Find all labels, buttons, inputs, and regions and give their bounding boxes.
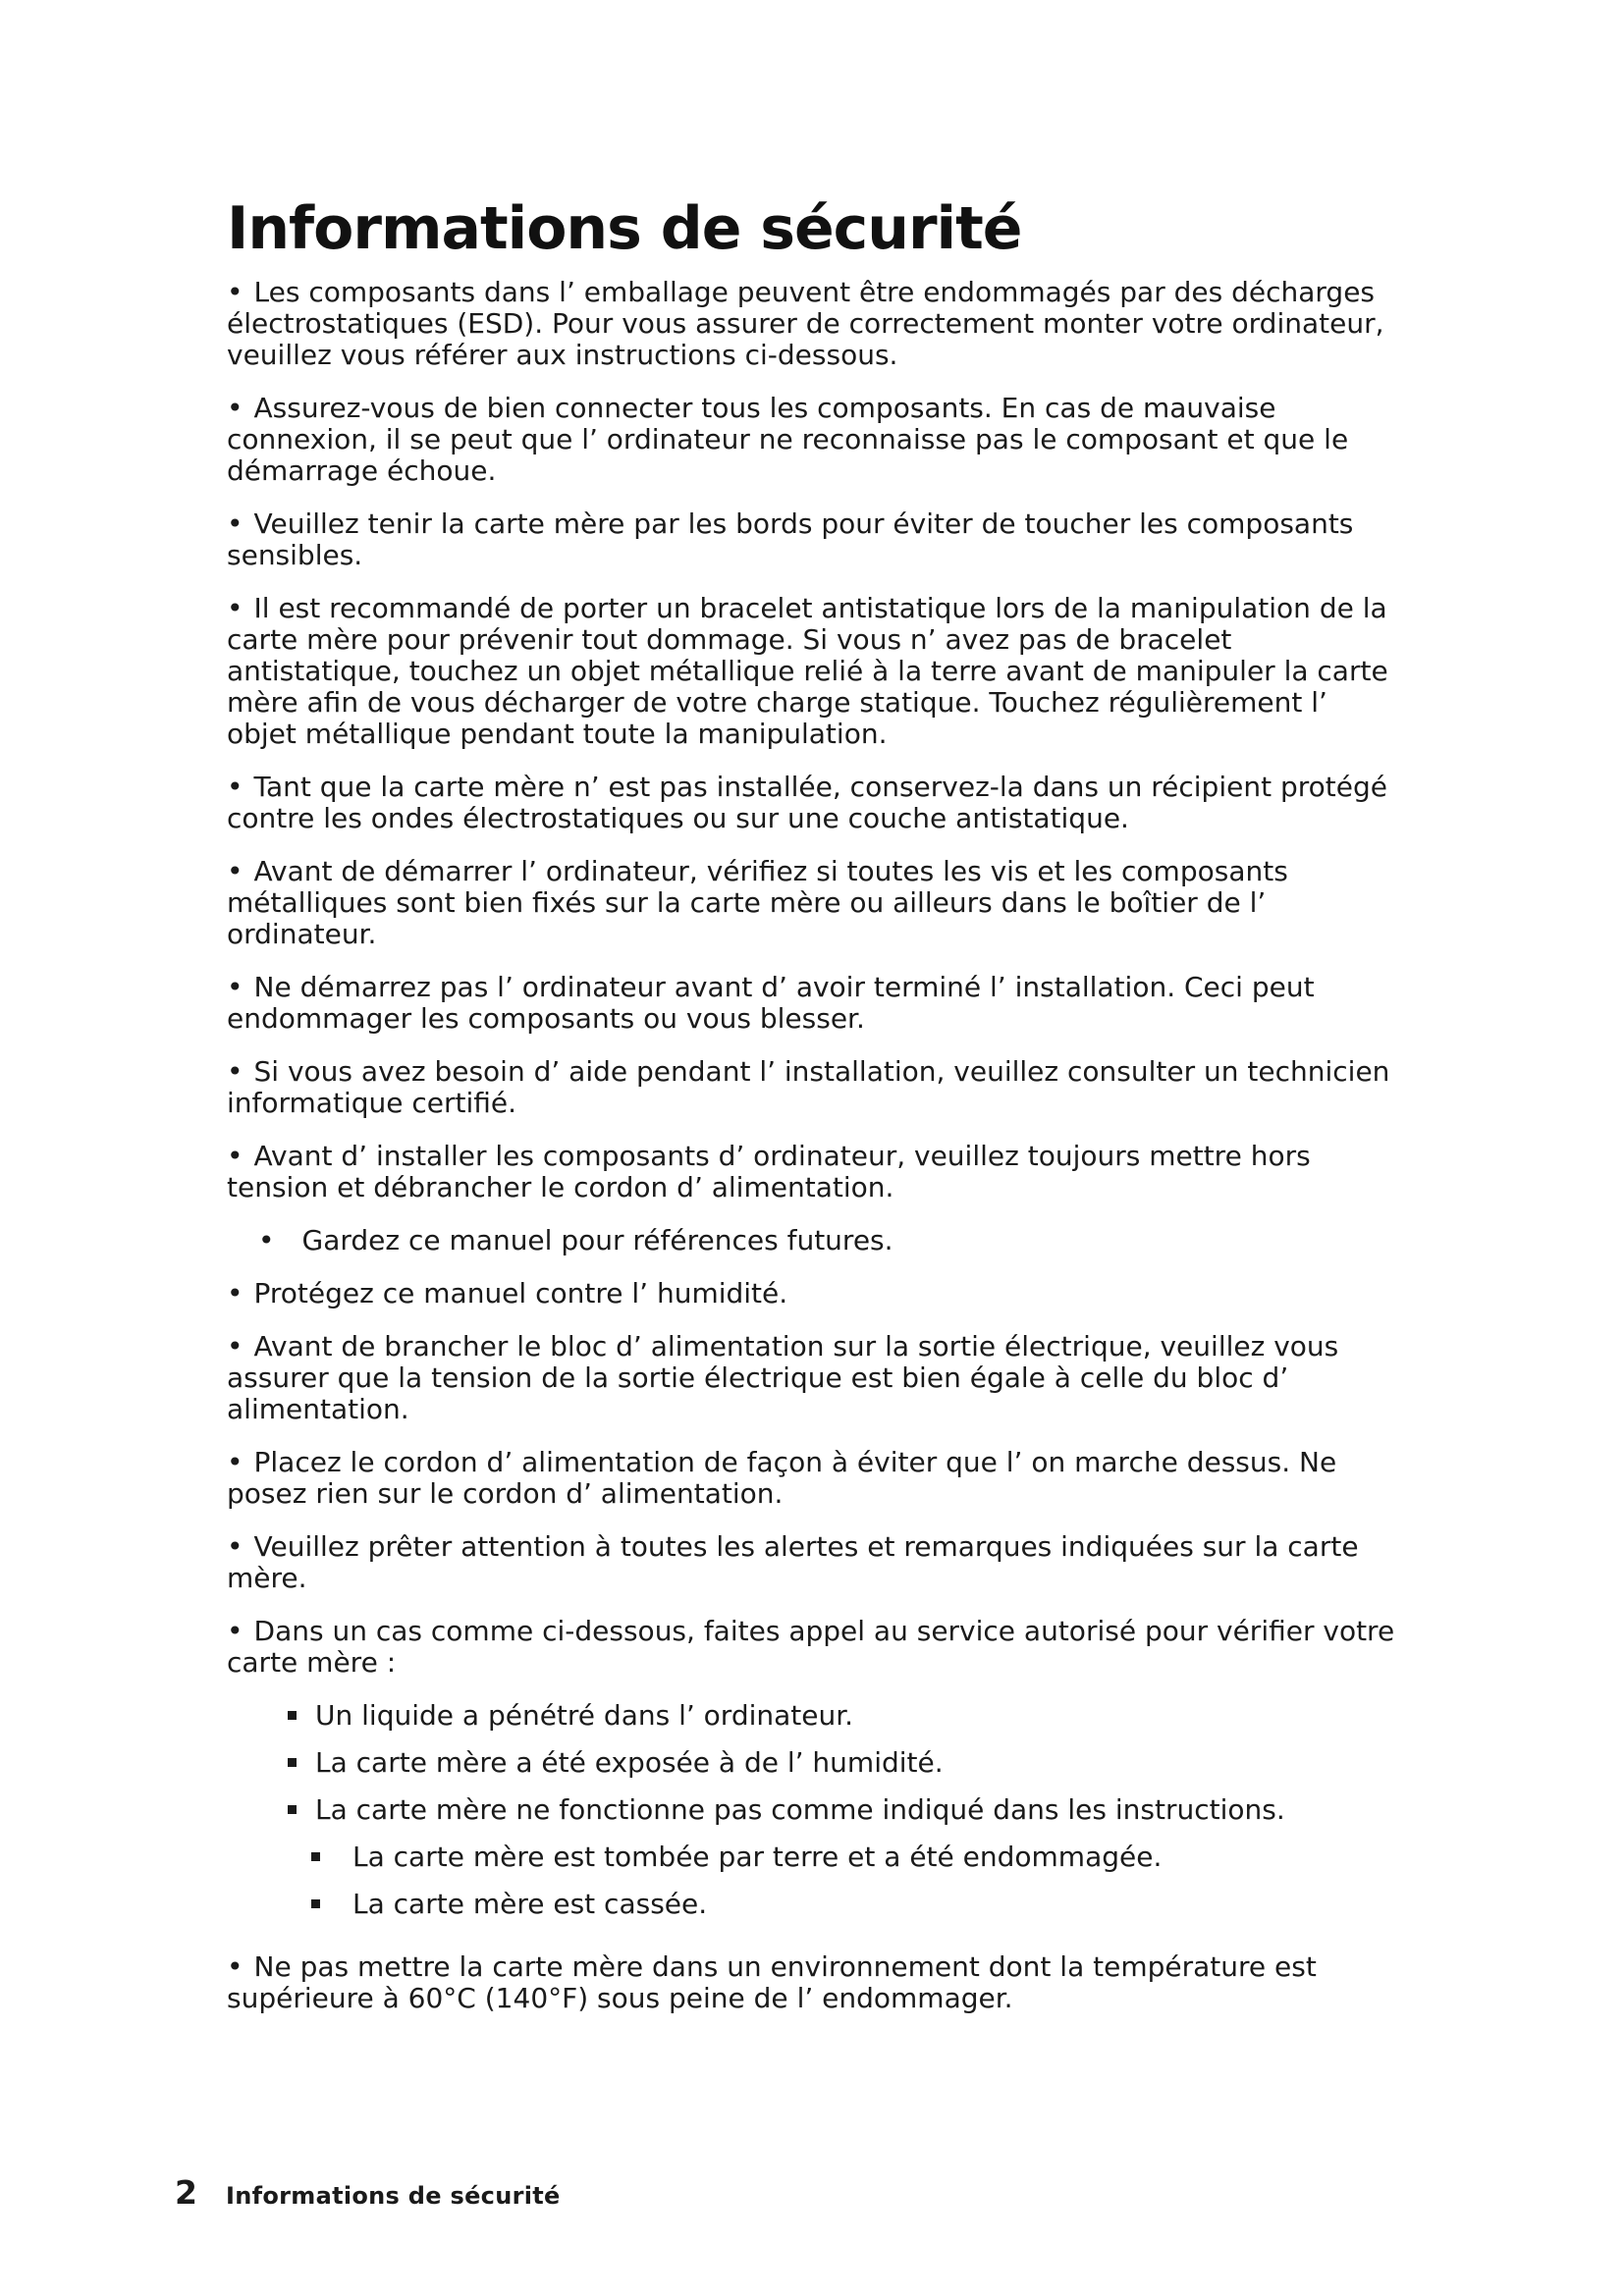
- bullet-icon: •: [227, 971, 244, 1003]
- page-title: Informations de sécurité: [227, 194, 1022, 263]
- paragraph-text: Ne démarrez pas l’ ordinateur avant d’ avoir terminé l’ installation. Ceci peut endommager les composants ou vous blesser.: [227, 971, 1315, 1035]
- paragraph-text: Veuillez prêter attention à toutes les alertes et remarques indiquées sur la carte mère.: [227, 1530, 1359, 1594]
- square-bullet-icon: [288, 1805, 297, 1814]
- list-item: [227, 1747, 1405, 1779]
- safety-paragraph-voltage: [227, 1331, 1405, 1425]
- paragraph-text: Ne pas mettre la carte mère dans un environnement dont la température est supérieure à 60°C (140°F) sous peine de l’ endommager.: [227, 1950, 1317, 2014]
- square-bullet-icon: [311, 1852, 320, 1861]
- bullet-icon: •: [227, 771, 244, 803]
- page-footer: [175, 2173, 561, 2212]
- bullet-icon: •: [227, 1140, 244, 1172]
- bullet-icon: •: [227, 855, 244, 887]
- paragraph-text: Protégez ce manuel contre l’ humidité.: [253, 1277, 788, 1309]
- paragraph-text: Dans un cas comme ci-dessous, faites appel au service autorisé pour vérifier votre carte mère :: [227, 1615, 1395, 1679]
- paragraph-text: Avant d’ installer les composants d’ ordinateur, veuillez toujours mettre hors tension et débrancher le cordon d’ alimentation.: [227, 1140, 1311, 1203]
- bullet-icon: •: [227, 1446, 244, 1478]
- paragraph-text: Tant que la carte mère n’ est pas installée, conservez-la dans un récipient protégé contre les ondes électrostatiques ou sur une couche antistatique.: [227, 771, 1387, 834]
- paragraph-text: Il est recommandé de porter un bracelet antistatique lors de la manipulation de la carte mère pour prévenir tout dommage. Si vous n’ avez pas de bracelet antistatique, touchez un objet métallique relié à la terre avant de manipuler la carte mère afin de vous décharger de votre charge statique. Touchez régulièrement l’ objet métallique pendant toute la manipulation.: [227, 592, 1388, 750]
- bullet-icon: •: [227, 1950, 244, 1983]
- footer-section-label: Informations de sécurité: [226, 2182, 561, 2210]
- bullet-icon: •: [227, 1330, 244, 1362]
- safety-paragraph-storage: [227, 772, 1405, 834]
- safety-paragraph-bracelet: [227, 593, 1405, 750]
- bullet-icon: •: [227, 1055, 244, 1088]
- bullet-icon: •: [258, 1224, 275, 1256]
- safety-paragraph-technician: [227, 1056, 1405, 1119]
- paragraph-text: Placez le cordon d’ alimentation de façon à éviter que l’ on marche dessus. Ne posez rien sur le cordon d’ alimentation.: [227, 1446, 1337, 1510]
- paragraph-text: Gardez ce manuel pour références futures.: [301, 1224, 893, 1256]
- bullet-icon: •: [227, 592, 244, 624]
- list-item: [227, 1889, 1405, 1920]
- paragraph-text: Avant de brancher le bloc d’ alimentation sur la sortie électrique, veuillez vous assurer que la tension de la sortie électrique est bien égale à celle du bloc d’ alimentation.: [227, 1330, 1339, 1425]
- page-number: 2: [175, 2173, 197, 2212]
- safety-paragraph-esd: [227, 277, 1405, 371]
- safety-paragraph-screws: [227, 856, 1405, 950]
- safety-paragraph-service: [227, 1616, 1405, 1679]
- safety-paragraph-edges: [227, 508, 1405, 571]
- list-item: [227, 1842, 1405, 1873]
- paragraph-text: Assurez-vous de bien connecter tous les composants. En cas de mauvaise connexion, il se peut que l’ ordinateur ne reconnaisse pas le composant et que le démarrage échoue.: [227, 392, 1349, 487]
- safety-paragraph-connect: [227, 393, 1405, 487]
- safety-content: [227, 277, 1405, 2036]
- list-item: [227, 1794, 1405, 1826]
- bullet-icon: •: [227, 1530, 244, 1563]
- paragraph-text: Avant de démarrer l’ ordinateur, vérifiez si toutes les vis et les composants métalliques sont bien fixés sur la carte mère ou ailleurs dans le boîtier de l’ ordinateur.: [227, 855, 1288, 950]
- safety-paragraph-startup: [227, 972, 1405, 1035]
- bullet-icon: •: [227, 392, 244, 424]
- paragraph-text: Veuillez tenir la carte mère par les bords pour éviter de toucher les composants sensibles.: [227, 507, 1354, 571]
- safety-paragraph-alerts: [227, 1531, 1405, 1594]
- bullet-icon: •: [227, 1277, 244, 1309]
- safety-paragraph-keep-manual: [227, 1225, 1405, 1256]
- square-bullet-icon: [288, 1758, 297, 1767]
- paragraph-text: Si vous avez besoin d’ aide pendant l’ installation, veuillez consulter un technicien informatique certifié.: [227, 1055, 1390, 1119]
- square-bullet-icon: [288, 1711, 297, 1720]
- safety-paragraph-temperature: [227, 1951, 1405, 2014]
- list-item-text: La carte mère est cassée.: [352, 1888, 708, 1920]
- safety-paragraph-power-off: [227, 1141, 1405, 1203]
- safety-paragraph-cord: [227, 1447, 1405, 1510]
- list-item-text: La carte mère est tombée par terre et a été endommagée.: [352, 1841, 1163, 1873]
- list-item: [227, 1700, 1405, 1732]
- paragraph-text: Les composants dans l’ emballage peuvent être endommagés par des décharges électrostatiques (ESD). Pour vous assurer de correctement monter votre ordinateur, veuillez vous référer aux instructions ci-dessous.: [227, 276, 1384, 371]
- list-item-text: La carte mère ne fonctionne pas comme indiqué dans les instructions.: [315, 1793, 1285, 1826]
- list-item-text: Un liquide a pénétré dans l’ ordinateur.: [315, 1699, 854, 1732]
- square-bullet-icon: [311, 1899, 320, 1908]
- safety-paragraph-humidity: [227, 1278, 1405, 1309]
- bullet-icon: •: [227, 276, 244, 308]
- bullet-icon: •: [227, 507, 244, 540]
- bullet-icon: •: [227, 1615, 244, 1647]
- list-item-text: La carte mère a été exposée à de l’ humidité.: [315, 1746, 944, 1779]
